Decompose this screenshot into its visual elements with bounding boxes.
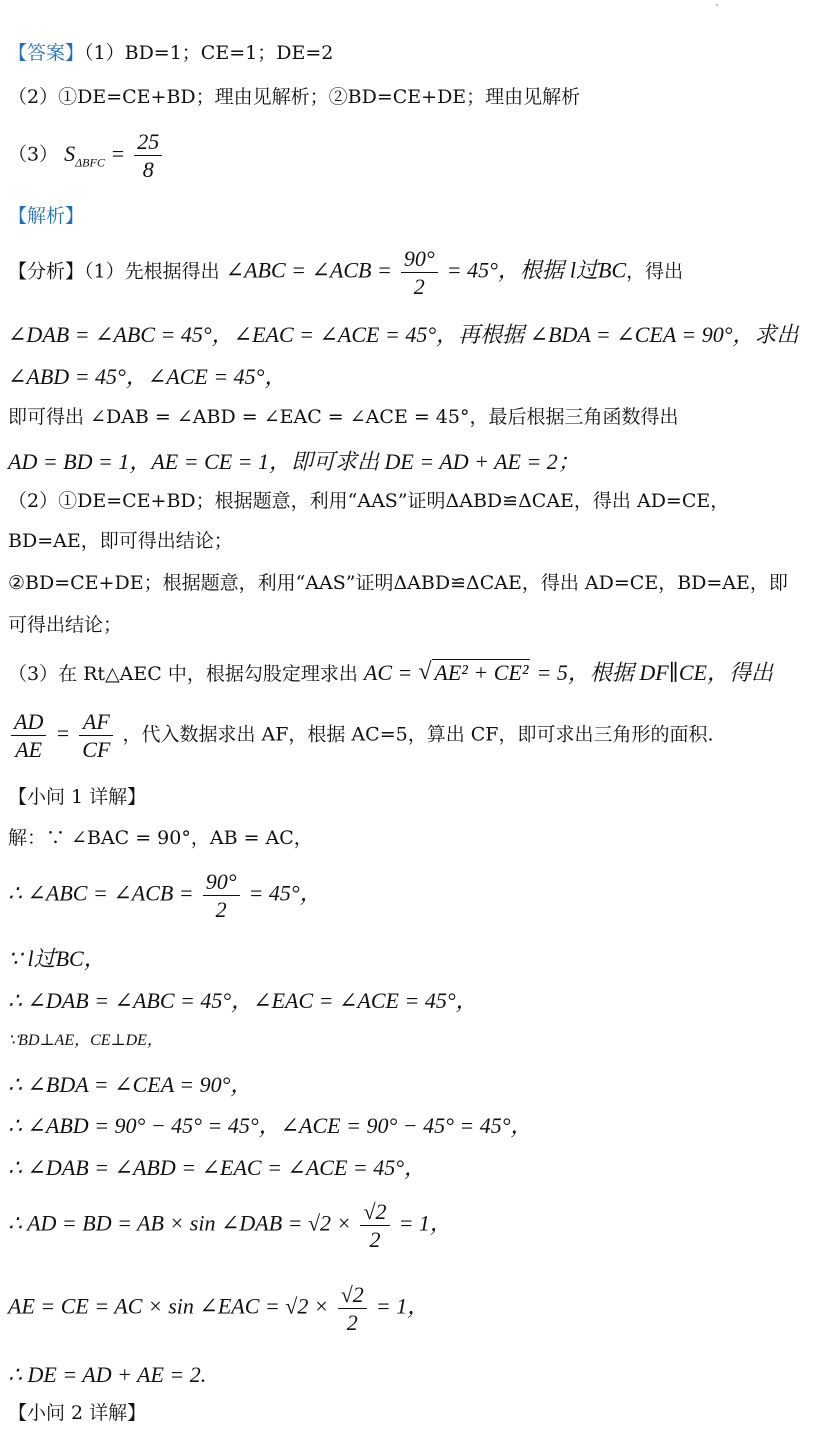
answer-part-2: （2）①DE=CE+BD；理由见解析；②BD=CE+DE；理由见解析 [8, 86, 581, 108]
analysis-line-9: 可得出结论； [8, 614, 123, 636]
q1-step-7: ∴ ∠ABD = 90° − 45° = 45°，∠ACE = 90° − 45° = 45°， [8, 1113, 533, 1138]
answer-part-3: （3） $S_{\Delta BFC}$ = $\frac{25}{8}$ [8, 130, 832, 181]
q1-step-8: ∴ ∠DAB = ∠ABD = ∠EAC = ∠ACE = 45°， [8, 1155, 427, 1180]
q1-step-3: ∵ l过BC， [8, 946, 106, 971]
answer-line-1 [8, 42, 832, 65]
q2-tag: 【小问 2 详解】 [8, 1402, 147, 1424]
q1-fraction-sqrt2-2-b: $\frac{√2}{2}$ [338, 1283, 367, 1334]
q1-step-2: ∴ ∠ABC = ∠ACB = $\frac{90^\circ}{2}$ = 45°， [8, 869, 322, 923]
answer-part-1: （1）BD=1；CE=1；DE=2 [84, 42, 334, 64]
analysis-tag: 【解析】 [8, 205, 85, 227]
q1-step-1: 解：∵ ∠BAC = 90°，AB = AC， [8, 827, 313, 849]
area-subscript: ΔBFC [75, 154, 105, 169]
analysis-line-2: ∠DAB = ∠ABC = 45°，∠EAC = ∠ACE = 45°，再根据 ∠BDA = ∠CEA = 90°，求出 [8, 322, 799, 347]
corner-mark [716, 4, 718, 6]
sqrt-ae-ce: √ AE² + CE² [418, 659, 529, 685]
answer-tag: 【答案】 [8, 42, 85, 64]
area-symbol: S [64, 140, 76, 166]
area-fraction: $\frac{25}{8}$ [134, 130, 162, 181]
q1-step-4: ∴ ∠DAB = ∠ABC = 45°，∠EAC = ∠ACE = 45°， [8, 988, 478, 1013]
q1-step-9: ∴ AD = BD = AB × sin ∠DAB = √2 × $\frac{√2}{2}$ = 1， [8, 1199, 452, 1253]
q1-step-10: AE = CE = AC × sin ∠EAC = √2 × $\frac{√2}{2}$ = 1， [8, 1282, 430, 1336]
q1-step-5: ∵BD⊥AE，CE⊥DE， [8, 1032, 163, 1049]
analysis-line-5: AD = BD = 1，AE = CE = 1，即可求出 DE = AD + AE = 2； [8, 449, 580, 474]
q1-fraction-sqrt2-2-a: $\frac{√2}{2}$ [360, 1200, 389, 1251]
analysis-fraction-90-2: $\frac{90^\circ}{2}$ [401, 247, 438, 298]
analysis-line-6: （2）①DE=CE+BD；根据题意，利用“AAS”证明ΔABD≌ΔCAE，得出 AD=CE， [8, 490, 730, 512]
analysis-line-7: BD=AE，即可得出结论； [8, 530, 233, 552]
analysis-line-10: （3）在 Rt△AEC 中，根据勾股定理求出 AC = √ AE² + CE² = 5，根据 DF∥CE，得出 [8, 659, 773, 685]
q1-tag: 【小问 1 详解】 [8, 786, 147, 808]
analysis-line-3: ∠ABD = 45°，∠ACE = 45°， [8, 364, 287, 389]
q1-step-6: ∴ ∠BDA = ∠CEA = 90°， [8, 1072, 253, 1097]
ratio-af-cf: $\frac{AF}{CF}$ [79, 710, 113, 761]
analysis-line-11: $\frac{AD}{AE}$ = $\frac{AF}{CF}$ ，代入数据求出 AF，根据 AC=5，算出 CF，即可求出三角形的面积. [8, 710, 832, 761]
analysis-line-4: 即可得出 ∠DAB = ∠ABD = ∠EAC = ∠ACE = 45°，最后根据三角函数得出 [8, 406, 679, 428]
q1-fraction-90-2: $\frac{90^\circ}{2}$ [203, 870, 240, 921]
analysis-line-8: ②BD=CE+DE；根据题意，利用“AAS”证明ΔABD≌ΔCAE，得出 AD=CE，BD=AE，即 [8, 572, 788, 594]
q1-step-11: ∴ DE = AD + AE = 2. [8, 1362, 207, 1387]
analysis-line-1: 【分析】（1）先根据得出 ∠ABC = ∠ACB = $\frac{90^\circ}{2}$ = 45°，根据 l过BC，得出 [8, 246, 684, 300]
ratio-ad-ae: $\frac{AD}{AE}$ [11, 710, 46, 761]
